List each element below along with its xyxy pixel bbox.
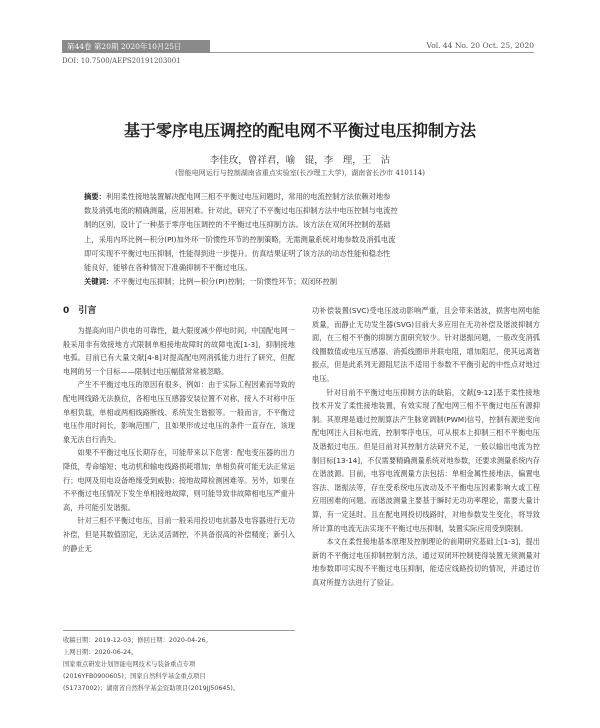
body-paragraph: 本文在柔性接地基本原理及控制理论的前期研究基础上[1-3]，提出新的不平衡过电压抑制控制方法，通过双闭环控制使得装置无须测量对地参数即可实现不平衡过电压抑制，能适应线路投切的情况，并通过仿真对所提方法进行了验证。 [312, 537, 540, 587]
doi: DOI: 10.7500/AEPS20191203001 [62, 57, 181, 65]
header-rule [210, 52, 534, 53]
body-paragraph: 如果不平衡过电压长期存在，可能带来以下危害：配电变压器的出力降低，寿命缩短；电动机和输电线路损耗增加；单相负荷可能无法正常运行；电网及用电设备绝缘受到威胁；接地故障检测困难等。另外，如果在不平衡过电压情况下发生单相接地故障，则可能导致非故障相电压严重升高，并可能引发谐振。 [63, 448, 295, 512]
footnote-line: 上网日期：2020-06-24。 [63, 649, 138, 656]
footnote-line: 国家重点研发计划智能电网技术与装备重点专项 [63, 661, 196, 668]
keywords [84, 276, 526, 288]
journal-issue-banner: 第44卷 第20期 2020年10月25日 [62, 40, 210, 53]
abstract-label: 摘要： [84, 192, 106, 201]
body-paragraph: 功补偿装置(SVC)受电压波动影响严重，且会带来谐波，损害电网电能质量，而静止无功发生器(SVG)目前大多应用在无功补偿及谐波抑制方面，在三相不平衡的抑制方面研究较少。针对谐振问题，一般改变消弧线圈数值或电压互感器、消弧线圈串并联电阻，增加阻尼，使其远离谐振点，但是此系列无源阻尼法不适用于参数不平衡引起的中性点对地过电压。 [312, 306, 540, 383]
section-heading-intro: 0 引言 [63, 306, 97, 316]
body-paragraph: 为提高向用户供电的可靠性，最大限度减少停电时间，中国配电网一般采用非有效接地方式限制单相接地故障时的故障电流[1-3]，抑制接地电弧。目前已有大量文献[4-8]对提高配电网消弧能力进行了研究，但配电网的另一个目标——限制过电压幅值常常被忽略。 [63, 326, 295, 376]
footnote-line: (2016YFB0900605)；国家自然科学基金重点项目 [63, 673, 206, 680]
abstract-line: 上，采用内环比例—积分(PI)加外环一阶惯性环节的控制策略，无需测量系统对地参数及消弧电流 [84, 234, 396, 244]
footnote-line: (51737002)；湖南省自然科学基金资助项目(2019JJ50645)。 [63, 685, 240, 692]
body-paragraph: 针对三相不平衡过电压，目前一般采用投切电抗器及电容器进行无功补偿，但是其数值固定，无法灵活调控，不具备很高的补偿精度；新引入的静止无 [63, 516, 295, 553]
paper-title: 基于零序电压调控的配电网不平衡过电压抑制方法 [123, 121, 476, 140]
authors: 李佳玫，曾祥君，喻 锟，李 理，王 沾 [209, 155, 391, 166]
abstract-line: 能良好，能够在各种情况下准确抑制不平衡过电压。 [84, 263, 252, 273]
journal-volume-english: Vol. 44 No. 20 Oct. 25, 2020 [426, 41, 534, 50]
keywords-text: 不平衡过电压抑制；比例—积分(PI)控制；一阶惯性环节；双闭环控制 [113, 277, 338, 286]
abstract-line: 制的区别，设计了一种基于零序电压调控的不平衡过电压抑制方法。该方法在双闭环控制的基础 [84, 220, 391, 230]
left-column [63, 304, 295, 555]
body-paragraph: 针对目前不平衡过电压抑制方法的缺陷，文献[9-12]基于柔性接地技术开发了柔性接地装置，有效实现了配电网三相不平衡过电压有源抑制。其原理是通过控制算法产生脉宽调制(PWM)信号，控制有源逆变向配电网注入目标电流，控制零序电压，可从根本上抑制三相不平衡电压及谐振过电压。但是目前对其控制方法研究不足，一般以输出电流为控制目标[13-14]，不仅需要精确测量系统对地参数，还要求测量系统内存在谐波源。目前，电容电流测量方法包括：单相金属性接地法、偏置电容法、谐振法等，存在受系统电压波动及不平衡电压因素影响大或工程应用困难的问题。而谐波测量主要基于瞬时无功功率理论，需要大量计算，有一定延时。且在配电网投切线路时，对地参数发生变化，将导致所计算的电流无法实现不平衡过电压抑制，装置实际应用受到限制。 [312, 387, 540, 533]
abstract [84, 190, 526, 275]
footnote [63, 630, 295, 695]
abstract-line: 数及消弧电流的精确测量，应用困难。针对此，研究了不平衡过电压抑制方法中电压控制与电流控 [84, 206, 398, 216]
abstract-line: 摘要：利用柔性接地装置解决配电网三相不平衡过电压问题时，常用的电流控制方法依赖对地参 [84, 192, 391, 201]
body-paragraph: 产生不平衡过电压的原因有很多，例如：由于实际工程因素而导致的配电网线路无法换位，各相电压互感器安装位置不对称，接入不对称中压单相负载，单相或两相线路断线、系统发生谐振等。一般而言，不平衡过电压作用时间长，影响范围广，且如果形成过电压的条件一直存在，该现象无法自行消失。 [63, 380, 295, 444]
right-column [312, 304, 540, 589]
footnote-line: 收稿日期：2019-12-03；修回日期：2020-04-26。 [63, 637, 212, 644]
affiliation: (智能电网运行与控制湖南省重点实验室(长沙理工大学)，湖南省长沙市 410114) [175, 169, 425, 177]
abstract-line: 即可实现不平衡过电压抑制，性能得到进一步提升。仿真结果证明了该方法的动态性能和稳态性 [84, 248, 391, 258]
keywords-label: 关键词： [84, 277, 114, 286]
